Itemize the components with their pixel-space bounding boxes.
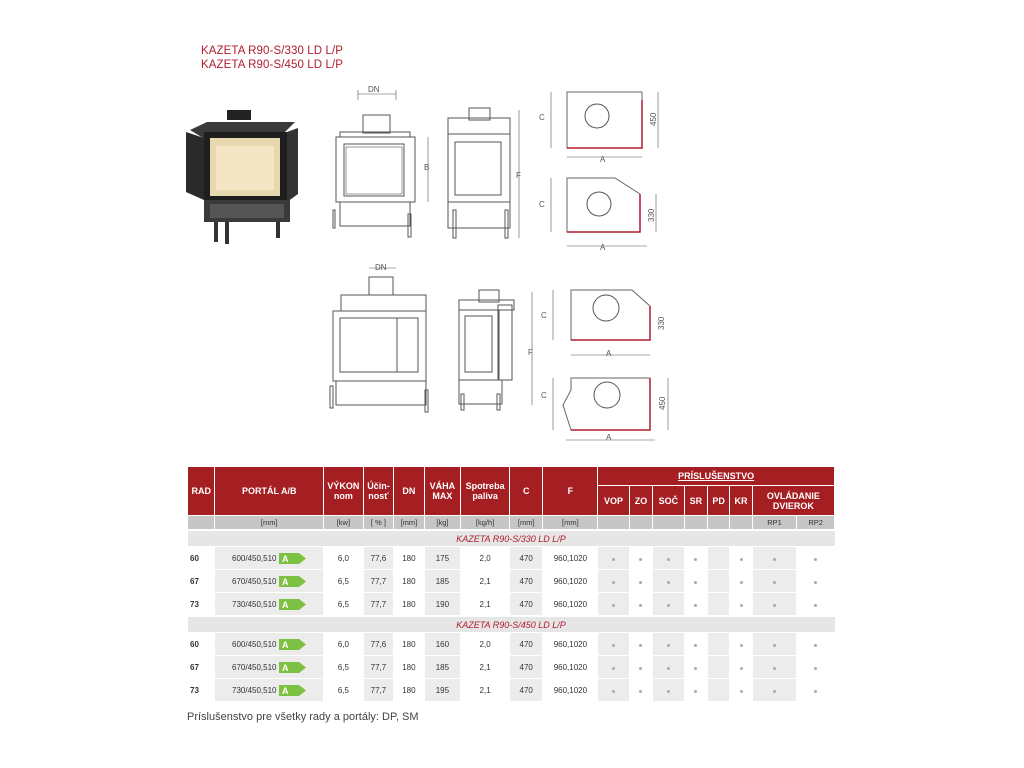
- cell-accessory: [752, 679, 797, 702]
- cell-vykon: 6,5: [324, 593, 364, 617]
- plan-view-330-a: [551, 178, 656, 246]
- cell-accessory: [684, 593, 707, 617]
- cell-ucinnost: 77,6: [363, 547, 393, 570]
- cell-dn: 180: [394, 633, 424, 656]
- cell-rad: 73: [188, 679, 215, 702]
- available-dot-icon: [773, 558, 776, 561]
- cell-accessory: [752, 593, 797, 617]
- col-sr: SR: [684, 486, 707, 516]
- label-b: B: [424, 163, 430, 172]
- cell-vaha: 190: [424, 593, 461, 617]
- cell-accessory: [730, 547, 752, 570]
- label-450-2: 450: [658, 396, 667, 410]
- unit-vykon: [kw]: [324, 516, 364, 531]
- spec-table-body: [188, 530, 835, 702]
- cell-accessory: [629, 547, 652, 570]
- label-a-2: A: [600, 243, 606, 252]
- available-dot-icon: [639, 644, 642, 647]
- table-row: [188, 547, 835, 570]
- energy-class-badge: [279, 576, 307, 587]
- cell-f: 960,1020: [543, 656, 598, 679]
- available-dot-icon: [740, 690, 743, 693]
- cell-accessory: [629, 570, 652, 593]
- cell-rad: 60: [188, 633, 215, 656]
- portal-value: 730/450,510: [232, 685, 277, 695]
- plan-view-450-b: [553, 378, 668, 440]
- cell-portal: [215, 570, 324, 593]
- cell-accessory: [684, 656, 707, 679]
- unit-c: [mm]: [509, 516, 543, 531]
- col-soc: SOČ: [653, 486, 684, 516]
- available-dot-icon: [694, 667, 697, 670]
- available-dot-icon: [639, 581, 642, 584]
- cell-portal: [215, 593, 324, 617]
- cell-f: 960,1020: [543, 679, 598, 702]
- cell-ucinnost: 77,7: [363, 593, 393, 617]
- portal-value: 600/450,510: [232, 639, 277, 649]
- cell-c: 470: [509, 547, 543, 570]
- table-row: [188, 679, 835, 702]
- cell-accessory: [730, 656, 752, 679]
- group-title: KAZETA R90-S/450 LD L/P: [188, 616, 835, 633]
- fireplace-product-image: [186, 110, 298, 244]
- available-dot-icon: [667, 644, 670, 647]
- available-dot-icon: [814, 604, 817, 607]
- unit-f: [mm]: [543, 516, 598, 531]
- cell-c: 470: [509, 633, 543, 656]
- cell-accessory: [797, 593, 835, 617]
- front-view-1: [333, 90, 428, 237]
- cell-accessory: [629, 679, 652, 702]
- available-dot-icon: [639, 690, 642, 693]
- cell-rad: 67: [188, 570, 215, 593]
- side-view-2: [459, 290, 532, 410]
- cell-f: 960,1020: [543, 593, 598, 617]
- unit-pd: [708, 516, 730, 531]
- cell-accessory: [629, 593, 652, 617]
- cell-accessory: [797, 570, 835, 593]
- cell-dn: 180: [394, 679, 424, 702]
- cell-vaha: 185: [424, 656, 461, 679]
- available-dot-icon: [740, 644, 743, 647]
- cell-portal: [215, 547, 324, 570]
- cell-accessory: [752, 570, 797, 593]
- unit-vaha: [kg]: [424, 516, 461, 531]
- cell-accessory: [598, 656, 629, 679]
- col-pd: PD: [708, 486, 730, 516]
- label-a-4: A: [606, 433, 612, 442]
- unit-sr: [684, 516, 707, 531]
- available-dot-icon: [814, 558, 817, 561]
- portal-value: 730/450,510: [232, 599, 277, 609]
- cell-dn: 180: [394, 570, 424, 593]
- cell-portal: [215, 633, 324, 656]
- available-dot-icon: [612, 581, 615, 584]
- cell-vaha: 185: [424, 570, 461, 593]
- available-dot-icon: [639, 667, 642, 670]
- energy-class-badge: [279, 553, 307, 564]
- col-f: F: [543, 467, 598, 516]
- label-f-2: F: [528, 348, 533, 357]
- cell-accessory: [598, 593, 629, 617]
- cell-accessory: [708, 679, 730, 702]
- energy-class-label: A: [281, 662, 288, 673]
- available-dot-icon: [612, 604, 615, 607]
- cell-dn: 180: [394, 656, 424, 679]
- available-dot-icon: [667, 604, 670, 607]
- label-450-1: 450: [649, 112, 658, 126]
- label-330-1: 330: [647, 208, 656, 222]
- cell-c: 470: [509, 570, 543, 593]
- available-dot-icon: [612, 644, 615, 647]
- available-dot-icon: [814, 581, 817, 584]
- product-title-450: KAZETA R90-S/450 LD L/P: [201, 59, 344, 71]
- energy-class-label: A: [281, 685, 288, 696]
- unit-kr: [730, 516, 752, 531]
- col-dn: DN: [394, 467, 424, 516]
- label-c-1: C: [539, 113, 545, 122]
- table-row: [188, 656, 835, 679]
- cell-spotreba: 2,1: [461, 593, 510, 617]
- plan-view-330-b: [553, 290, 650, 355]
- available-dot-icon: [740, 667, 743, 670]
- cell-accessory: [598, 547, 629, 570]
- table-row: [188, 593, 835, 617]
- available-dot-icon: [694, 690, 697, 693]
- cell-ucinnost: 77,7: [363, 656, 393, 679]
- col-vaha: VÁHA MAX: [424, 467, 461, 516]
- plan-view-450-a: [551, 92, 658, 157]
- energy-class-badge: [279, 662, 307, 673]
- unit-portal: [mm]: [215, 516, 324, 531]
- col-rad: RAD: [188, 467, 215, 516]
- cell-accessory: [752, 633, 797, 656]
- cell-accessory: [653, 656, 684, 679]
- accessories-footnote: Príslušenstvo pre všetky rady a portály: DP, SM: [187, 711, 419, 723]
- cell-accessory: [598, 570, 629, 593]
- available-dot-icon: [773, 604, 776, 607]
- unit-zo: [629, 516, 652, 531]
- col-vykon: VÝKON nom: [324, 467, 364, 516]
- cell-vaha: 160: [424, 633, 461, 656]
- col-c: C: [509, 467, 543, 516]
- cell-accessory: [684, 547, 707, 570]
- label-a-1: A: [600, 155, 606, 164]
- cell-vykon: 6,5: [324, 570, 364, 593]
- product-title-330: KAZETA R90-S/330 LD L/P: [201, 45, 344, 57]
- available-dot-icon: [667, 690, 670, 693]
- cell-spotreba: 2,0: [461, 547, 510, 570]
- available-dot-icon: [814, 690, 817, 693]
- label-f-1: F: [516, 171, 521, 180]
- cell-accessory: [708, 570, 730, 593]
- cell-accessory: [598, 633, 629, 656]
- cell-spotreba: 2,1: [461, 679, 510, 702]
- table-row: [188, 633, 835, 656]
- col-spotreba: Spotreba paliva: [461, 467, 510, 516]
- cell-accessory: [629, 633, 652, 656]
- label-a-3: A: [606, 349, 612, 358]
- unit-soc: [653, 516, 684, 531]
- unit-vop: [598, 516, 629, 531]
- energy-class-label: A: [281, 599, 288, 610]
- cell-c: 470: [509, 656, 543, 679]
- available-dot-icon: [740, 604, 743, 607]
- available-dot-icon: [612, 690, 615, 693]
- available-dot-icon: [694, 558, 697, 561]
- cell-vykon: 6,0: [324, 633, 364, 656]
- cell-spotreba: 2,0: [461, 633, 510, 656]
- available-dot-icon: [694, 644, 697, 647]
- cell-accessory: [708, 633, 730, 656]
- energy-class-label: A: [281, 576, 288, 587]
- cell-vykon: 6,5: [324, 679, 364, 702]
- cell-accessory: [708, 547, 730, 570]
- energy-class-badge: [279, 639, 307, 650]
- cell-accessory: [653, 547, 684, 570]
- cell-c: 470: [509, 679, 543, 702]
- energy-class-label: A: [281, 553, 288, 564]
- label-c-2: C: [539, 200, 545, 209]
- available-dot-icon: [667, 558, 670, 561]
- portal-value: 670/450,510: [232, 576, 277, 586]
- side-view-1: [448, 108, 519, 238]
- unit-rp1: RP1: [752, 516, 797, 531]
- label-c-4: C: [541, 391, 547, 400]
- available-dot-icon: [814, 667, 817, 670]
- cell-f: 960,1020: [543, 547, 598, 570]
- portal-value: 600/450,510: [232, 553, 277, 563]
- col-ucinnost: Účin- nosť: [363, 467, 393, 516]
- cell-dn: 180: [394, 593, 424, 617]
- label-dn-1: DN: [368, 85, 380, 94]
- cell-spotreba: 2,1: [461, 656, 510, 679]
- cell-portal: [215, 656, 324, 679]
- unit-rp2: RP2: [797, 516, 835, 531]
- cell-ucinnost: 77,7: [363, 570, 393, 593]
- cell-vaha: 175: [424, 547, 461, 570]
- energy-class-badge: [279, 599, 307, 610]
- spec-table: [187, 466, 835, 702]
- cell-vaha: 195: [424, 679, 461, 702]
- cell-accessory: [629, 656, 652, 679]
- cell-f: 960,1020: [543, 570, 598, 593]
- cell-accessory: [653, 570, 684, 593]
- cell-c: 470: [509, 593, 543, 617]
- cell-accessory: [752, 547, 797, 570]
- available-dot-icon: [694, 604, 697, 607]
- col-ovladanie: OVLÁDANIE DVIEROK: [752, 486, 834, 516]
- available-dot-icon: [667, 667, 670, 670]
- cell-f: 960,1020: [543, 633, 598, 656]
- cell-accessory: [730, 593, 752, 617]
- cell-accessory: [653, 633, 684, 656]
- available-dot-icon: [773, 581, 776, 584]
- available-dot-icon: [814, 644, 817, 647]
- unit-ucinnost: [ % ]: [363, 516, 393, 531]
- cell-accessory: [684, 570, 707, 593]
- cell-ucinnost: 77,6: [363, 633, 393, 656]
- cell-accessory: [797, 679, 835, 702]
- cell-accessory: [708, 593, 730, 617]
- cell-accessory: [684, 633, 707, 656]
- cell-rad: 73: [188, 593, 215, 617]
- cell-accessory: [730, 633, 752, 656]
- energy-class-label: A: [281, 639, 288, 650]
- cell-accessory: [797, 547, 835, 570]
- cell-ucinnost: 77,7: [363, 679, 393, 702]
- cell-accessory: [730, 679, 752, 702]
- cell-accessory: [797, 633, 835, 656]
- cell-accessory: [598, 679, 629, 702]
- available-dot-icon: [773, 667, 776, 670]
- cell-accessory: [684, 679, 707, 702]
- cell-rad: 60: [188, 547, 215, 570]
- front-view-2: [330, 268, 428, 412]
- cell-accessory: [730, 570, 752, 593]
- group-title: KAZETA R90-S/330 LD L/P: [188, 530, 835, 547]
- col-prislusenstvo: PRÍSLUŠENSTVO: [598, 467, 835, 486]
- label-dn-2: DN: [375, 263, 387, 272]
- col-portal: PORTÁL A/B: [215, 467, 324, 516]
- table-row: [188, 570, 835, 593]
- col-zo: ZO: [629, 486, 652, 516]
- label-c-3: C: [541, 311, 547, 320]
- label-330-2: 330: [657, 316, 666, 330]
- cell-vykon: 6,0: [324, 547, 364, 570]
- cell-portal: [215, 679, 324, 702]
- available-dot-icon: [639, 604, 642, 607]
- cell-accessory: [797, 656, 835, 679]
- unit-rad: [188, 516, 215, 531]
- available-dot-icon: [740, 558, 743, 561]
- available-dot-icon: [740, 581, 743, 584]
- cell-accessory: [653, 593, 684, 617]
- cell-accessory: [752, 656, 797, 679]
- cell-rad: 67: [188, 656, 215, 679]
- available-dot-icon: [612, 558, 615, 561]
- energy-class-badge: [279, 685, 307, 696]
- available-dot-icon: [773, 690, 776, 693]
- available-dot-icon: [639, 558, 642, 561]
- cell-spotreba: 2,1: [461, 570, 510, 593]
- unit-spotreba: [kg/h]: [461, 516, 510, 531]
- cell-vykon: 6,5: [324, 656, 364, 679]
- available-dot-icon: [773, 644, 776, 647]
- available-dot-icon: [667, 581, 670, 584]
- col-kr: KR: [730, 486, 752, 516]
- available-dot-icon: [694, 581, 697, 584]
- cell-accessory: [653, 679, 684, 702]
- cell-accessory: [708, 656, 730, 679]
- available-dot-icon: [612, 667, 615, 670]
- portal-value: 670/450,510: [232, 662, 277, 672]
- col-vop: VOP: [598, 486, 629, 516]
- unit-dn: [mm]: [394, 516, 424, 531]
- cell-dn: 180: [394, 547, 424, 570]
